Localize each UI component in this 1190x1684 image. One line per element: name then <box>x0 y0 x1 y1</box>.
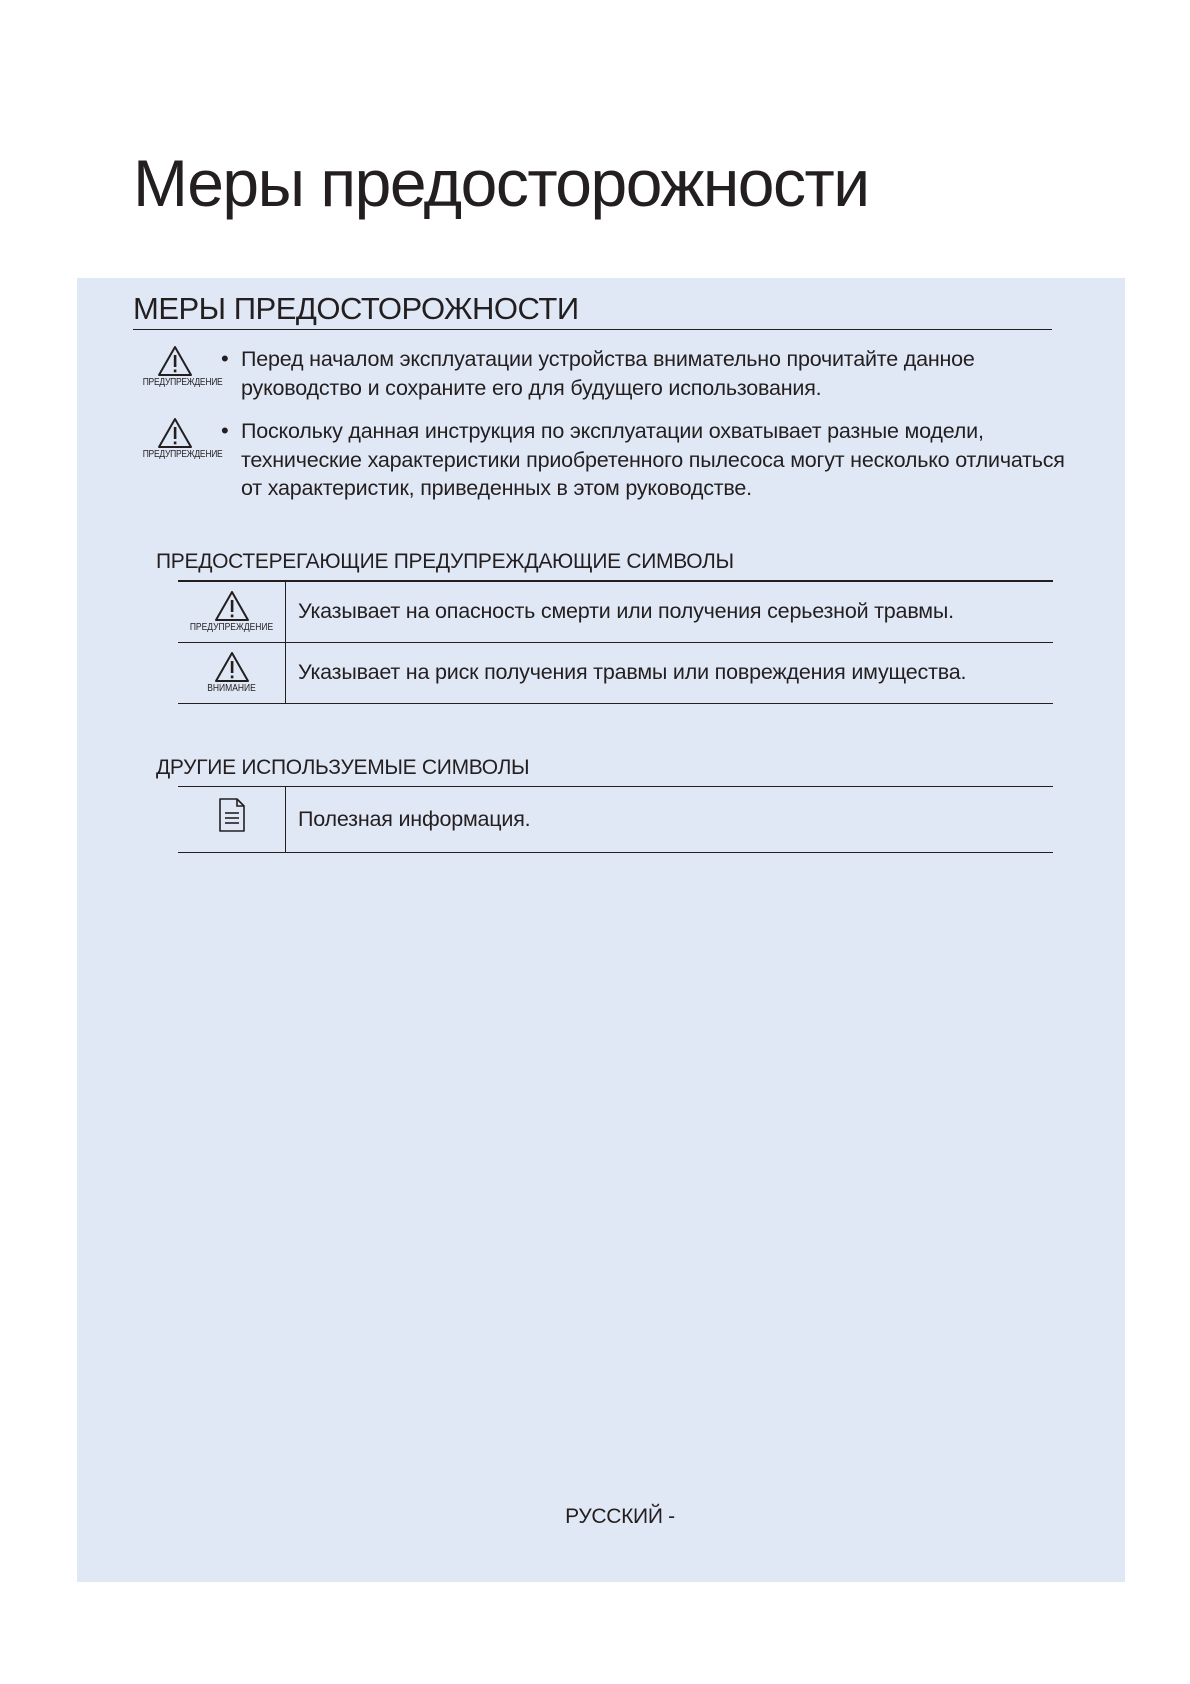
page-title: Меры предосторожности <box>133 146 869 220</box>
warning-label: ПРЕДУПРЕЖДЕНИЕ <box>142 449 223 460</box>
note-icon <box>217 797 247 833</box>
warning-badge <box>137 345 223 389</box>
page-footer <box>0 1505 1190 1529</box>
caution-triangle-icon <box>213 651 251 683</box>
warning-triangle-icon <box>157 417 193 449</box>
table-row <box>178 642 1053 703</box>
warning-text-line: технические характеристики приобретенного пылесоса могут несколько отличаться <box>241 447 1065 472</box>
warning-text-line: от характеристик, приведенных в этом руководстве. <box>241 476 752 500</box>
warning-text <box>241 417 1071 503</box>
warning-symbols-title: ПРЕДОСТЕРЕГАЮЩИЕ ПРЕДУПРЕЖДАЮЩИЕ СИМВОЛЫ <box>156 550 734 573</box>
warning-text-line: руководство и сохраните его для будущего использования. <box>241 375 822 400</box>
symbol-cell <box>178 581 286 642</box>
symbol-description: Полезная информация. <box>298 807 531 831</box>
warning-triangle-icon <box>213 590 251 622</box>
warning-text <box>241 345 1071 402</box>
other-symbols-title: ДРУГИЕ ИСПОЛЬЗУЕМЫЕ СИМВОЛЫ <box>156 756 530 779</box>
symbol-cell <box>178 642 286 703</box>
symbol-description: Указывает на опасность смерти или получения серьезной травмы. <box>298 599 954 624</box>
section-title: МЕРЫ ПРЕДОСТОРОЖНОСТИ <box>133 290 1052 330</box>
footer-language: РУССКИЙ - <box>565 1505 675 1528</box>
warning-label: ПРЕДУПРЕЖДЕНИЕ <box>142 377 223 388</box>
table-row <box>178 787 1053 853</box>
warning-triangle-icon <box>157 345 193 377</box>
other-symbols-table <box>178 786 1053 853</box>
warning-symbols-table <box>178 580 1053 704</box>
symbol-cell <box>178 787 286 853</box>
warning-badge <box>137 417 223 461</box>
bullet: • <box>221 418 229 443</box>
warning-item <box>133 417 1065 507</box>
symbol-label: ВНИМАНИЕ <box>207 683 256 694</box>
table-row <box>178 581 1053 642</box>
warning-text-line: Поскольку данная инструкция по эксплуатации охватывает разные модели, <box>241 419 984 443</box>
symbol-description: Указывает на риск получения травмы или повреждения имущества. <box>298 660 967 684</box>
symbol-label: ПРЕДУПРЕЖДЕНИЕ <box>189 622 274 634</box>
warning-item <box>133 345 1053 405</box>
bullet: • <box>221 346 229 371</box>
warning-text-line: Перед началом эксплуатации устройства внимательно прочитайте данное <box>241 347 975 371</box>
